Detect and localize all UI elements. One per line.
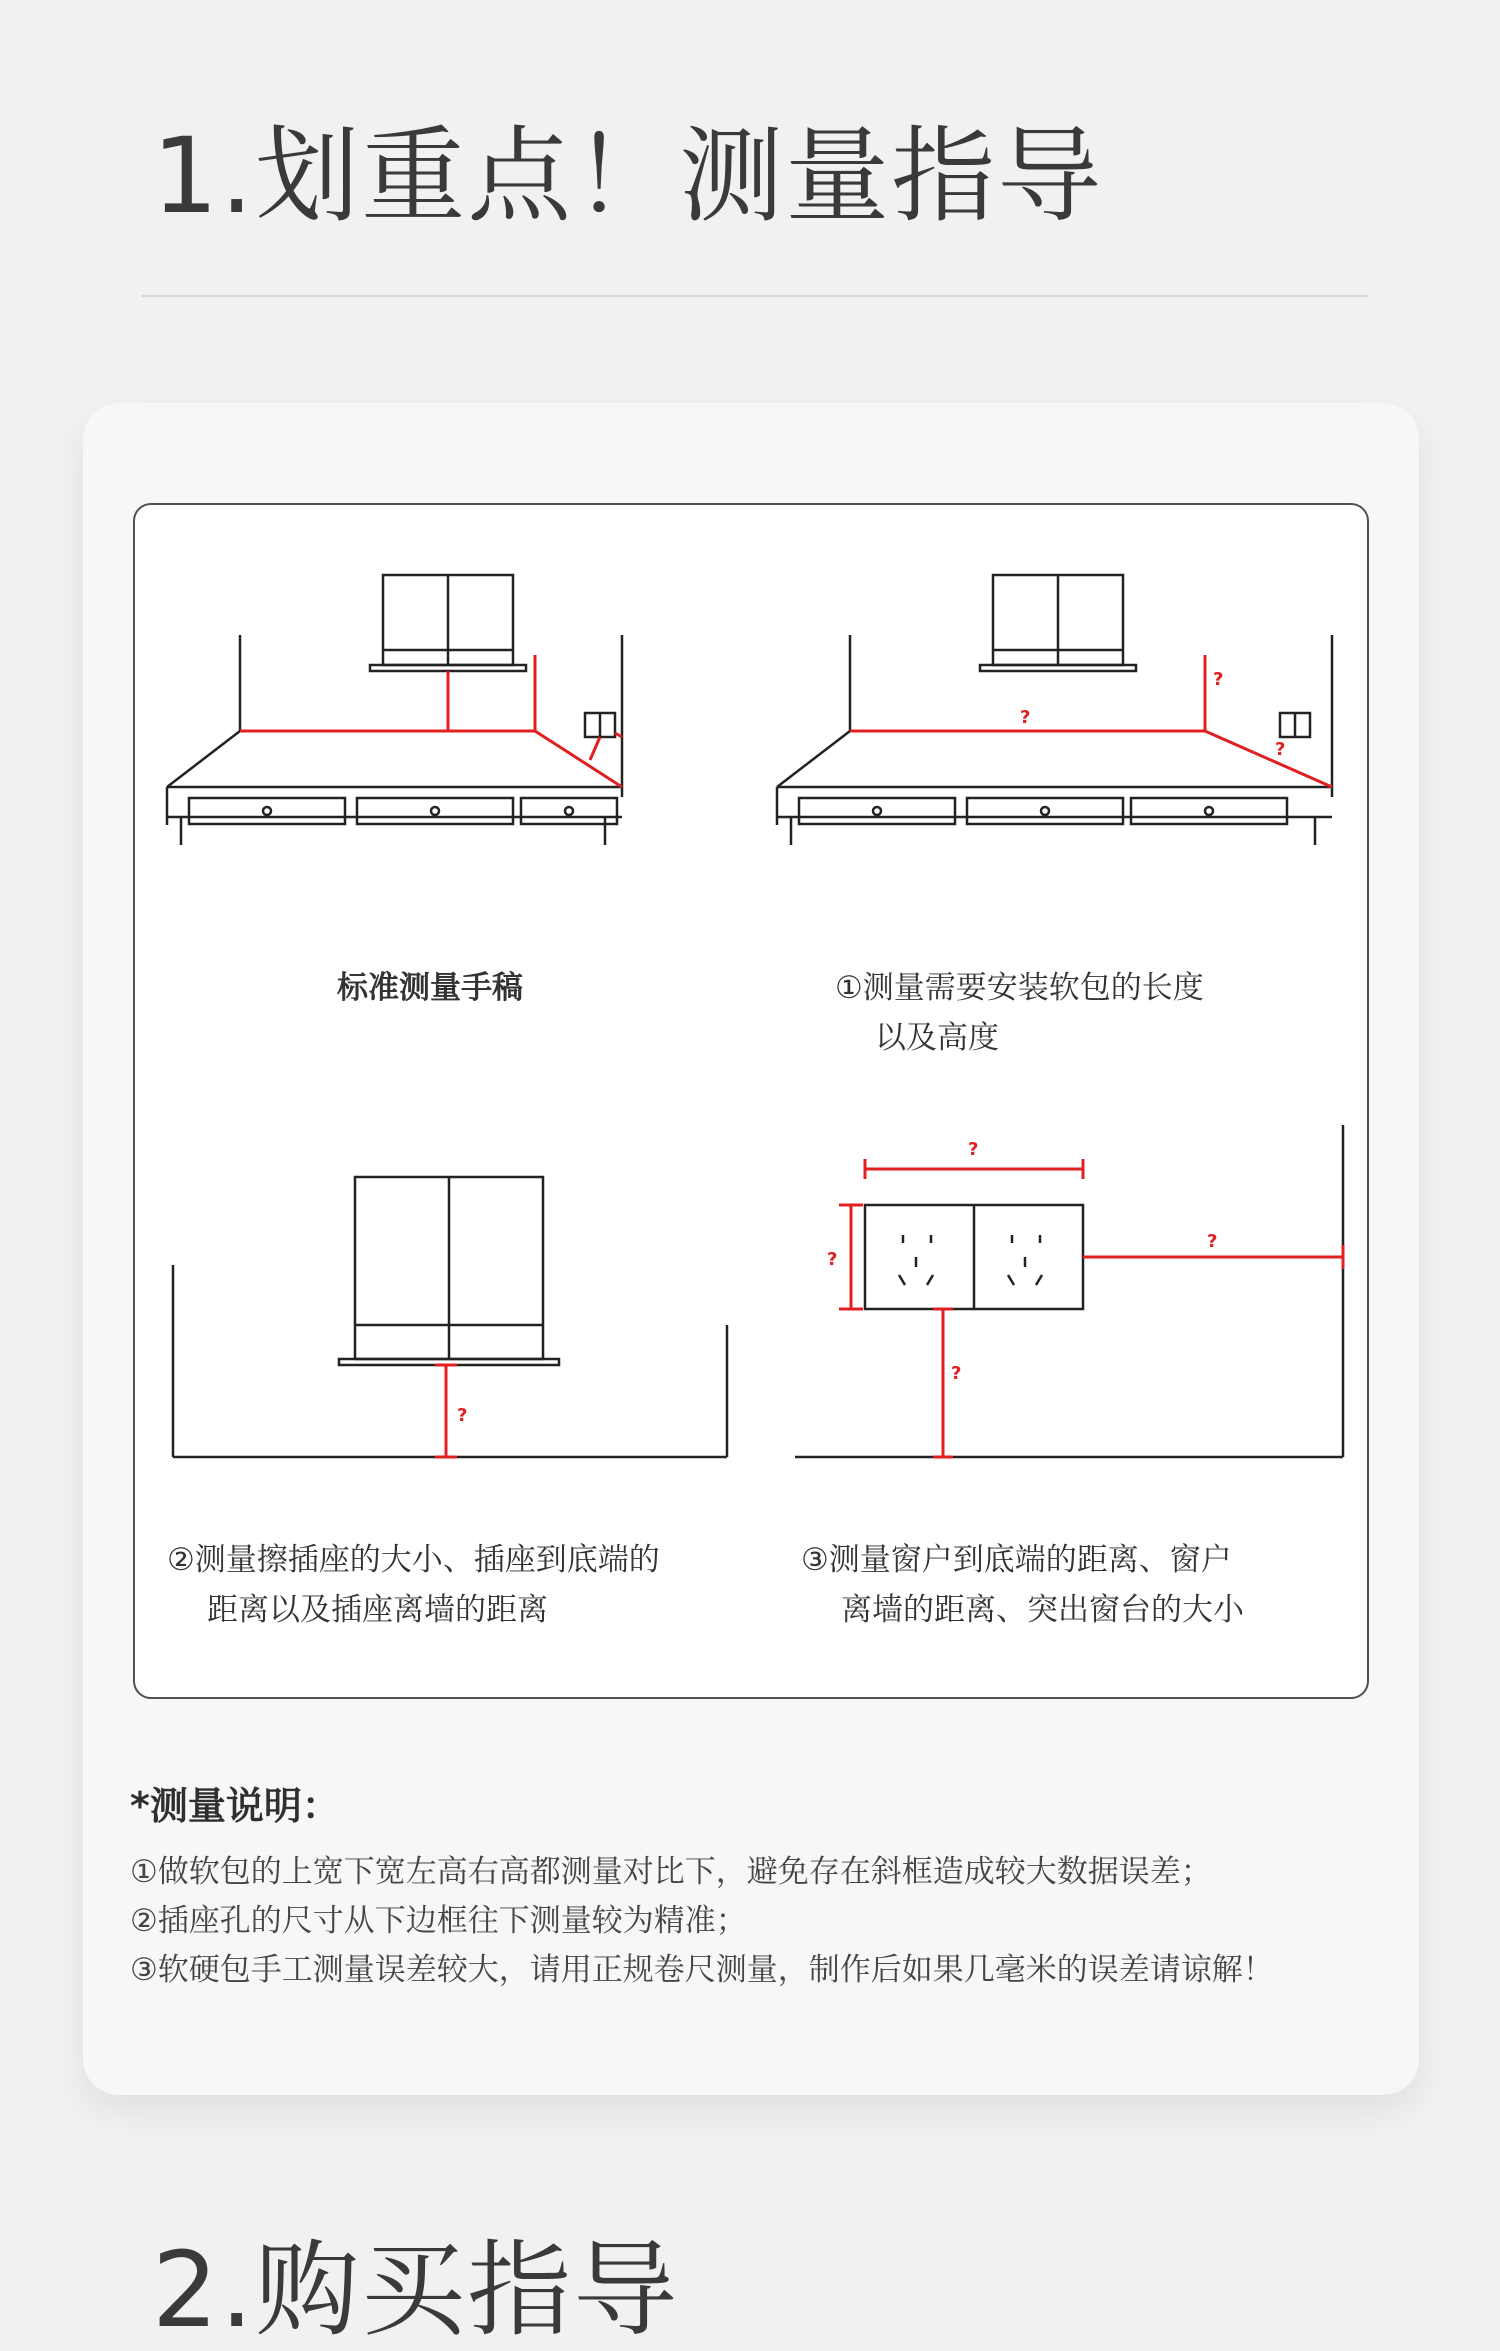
caption-step-1-line-1: ①测量需要安装软包的长度 xyxy=(835,970,1204,1006)
mark-socket-to-wall: ? xyxy=(1207,1231,1218,1252)
caption-step-3-line-1: ③测量窗户到底端的距离、窗户 xyxy=(801,1542,1232,1578)
standard-sketch-illustration xyxy=(165,555,725,845)
mark-height: ? xyxy=(1213,669,1224,690)
title-divider xyxy=(142,295,1368,297)
notes-title: *测量说明： xyxy=(130,1784,340,1828)
mark-socket-width: ? xyxy=(968,1139,979,1160)
caption-step-3-line-2: 离墙的距离、突出窗台的大小 xyxy=(841,1592,1244,1628)
diagram-frame xyxy=(133,503,1369,1699)
mark-length: ? xyxy=(1020,707,1031,728)
note-item: ①做软包的上宽下宽左高右高都测量对比下，避免存在斜框造成较大数据误差； xyxy=(130,1854,1212,1890)
caption-standard-sketch: 标准测量手稿 xyxy=(337,970,523,1006)
note-item: ③软硬包手工测量误差较大，请用正规卷尺测量，制作后如果几毫米的误差请谅解！ xyxy=(130,1952,1274,1988)
note-item: ②插座孔的尺寸从下边框往下测量较为精准； xyxy=(130,1903,747,1939)
mark-side: ? xyxy=(1275,739,1286,760)
mark-socket-to-bottom: ? xyxy=(951,1363,962,1384)
caption-step-1-line-2: 以及高度 xyxy=(875,1020,999,1056)
socket-distance-illustration xyxy=(795,1125,1355,1465)
caption-step-2-line-1: ②测量擦插座的大小、插座到底端的 xyxy=(167,1542,660,1578)
window-height-illustration xyxy=(171,1125,731,1465)
caption-step-2-line-2: 距离以及插座离墙的距离 xyxy=(207,1592,548,1628)
mark-window-height: ? xyxy=(457,1405,468,1426)
measure-guide-card xyxy=(83,403,1419,2095)
section-title-purchase: 2.购买指导 xyxy=(152,2229,680,2351)
mark-socket-height: ? xyxy=(827,1249,838,1270)
section-title-measure: 1.划重点！测量指导 xyxy=(152,115,1104,237)
wall-length-height-illustration xyxy=(775,555,1335,845)
measurement-notes xyxy=(130,1775,1274,1995)
